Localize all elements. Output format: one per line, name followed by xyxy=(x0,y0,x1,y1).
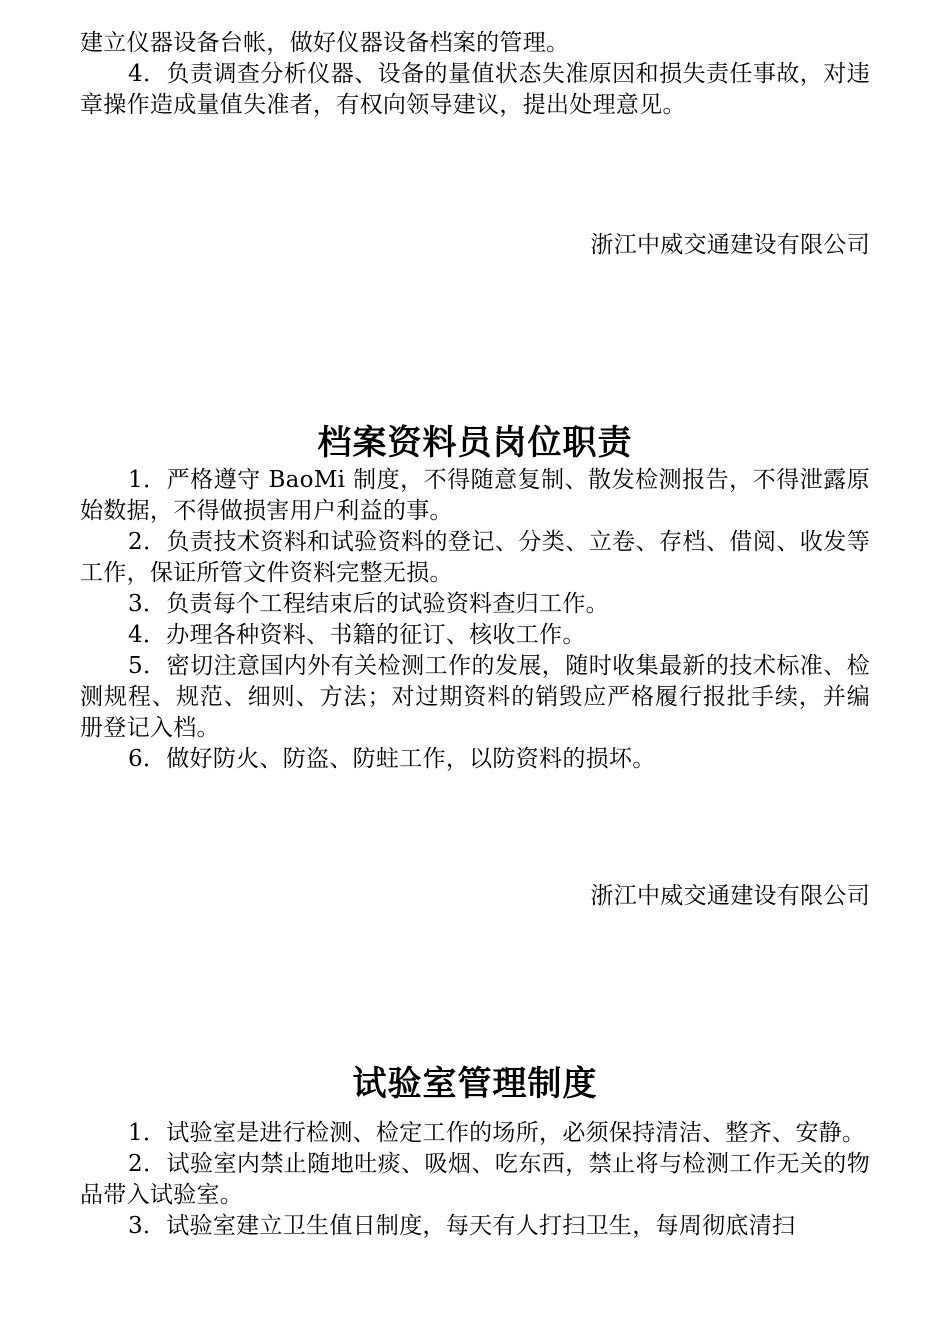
list-item: 2．负责技术资料和试验资料的登记、分类、立卷、存档、借阅、收发等工作，保证所管文件资料完整无损。 xyxy=(80,529,870,586)
document-page xyxy=(80,28,870,1242)
list-item: 4．办理各种资料、书籍的征订、核收工作。 xyxy=(128,622,586,648)
company-signature: 浙江中威交通建设有限公司 xyxy=(590,232,870,258)
paragraph-item-4: 4．负责调查分析仪器、设备的量值状态失准原因和损失责任事故，对违章操作造成量值失准者，有权向领导建议，提出处理意见。 xyxy=(80,61,870,118)
section-title-archivist-duties: 档案资料员岗位职责 xyxy=(317,423,633,463)
list-item: 2．试验室内禁止随地吐痰、吸烟、吃东西，禁止将与检测工作无关的物品带入试验室。 xyxy=(80,1151,870,1208)
list-item: 6．做好防火、防盗、防蛀工作，以防资料的损坏。 xyxy=(128,746,656,772)
paragraph-continuation: 建立仪器设备台帐，做好仪器设备档案的管理。 xyxy=(80,30,570,56)
company-signature: 浙江中威交通建设有限公司 xyxy=(590,883,870,909)
list-item: 3．负责每个工程结束后的试验资料查归工作。 xyxy=(128,591,609,617)
list-item: 3．试验室建立卫生值日制度，每天有人打扫卫生，每周彻底清扫 xyxy=(128,1213,796,1239)
list-item: 1．严格遵守 BaoMi 制度，不得随意复制、散发检测报告，不得泄露原始数据，不得做损害用户利益的事。 xyxy=(80,467,870,524)
list-item: 1．试验室是进行检测、检定工作的场所，必须保持清洁、整齐、安静。 xyxy=(128,1120,866,1146)
section-title-lab-rules: 试验室管理制度 xyxy=(352,1064,598,1104)
list-item: 5．密切注意国内外有关检测工作的发展，随时收集最新的技术标准、检测规程、规范、细则、方法；对过期资料的销毁应严格履行报批手续，并编册登记入档。 xyxy=(80,653,870,741)
